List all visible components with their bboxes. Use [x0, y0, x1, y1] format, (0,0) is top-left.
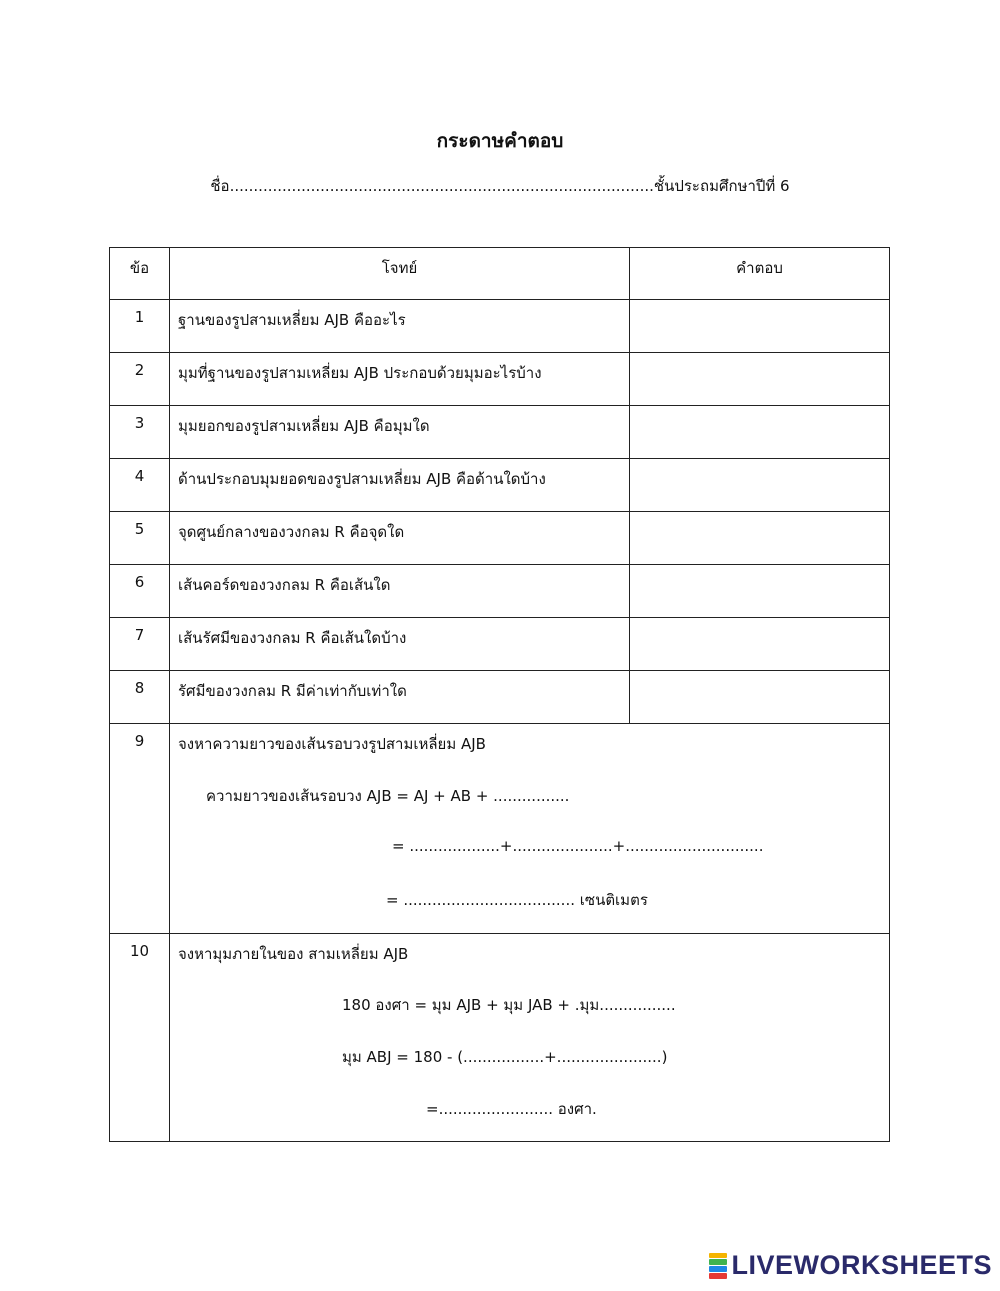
- question-text: ฐานของรูปสามเหลี่ยม AJB คืออะไร: [170, 300, 630, 353]
- page-title: กระดาษคำตอบ: [436, 130, 564, 152]
- name-grade-line: ชื่อ.........................................................................................ชั้นประถมศึกษาปีที่ 6: [210, 177, 790, 195]
- question-text: เส้นคอร์ดของวงกลม R คือเส้นใด: [170, 565, 630, 618]
- row-number: 9: [110, 724, 170, 934]
- q10-line2[interactable]: มุม ABJ = 180 - (.................+......................): [342, 1048, 668, 1066]
- question-text: เส้นรัศมีของวงกลม R คือเส้นใดบ้าง: [170, 618, 630, 671]
- q9-line1[interactable]: ความยาวของเส้นรอบวง AJB = AJ + AB + ................: [206, 787, 570, 805]
- column-header-question: โจทย์: [170, 248, 630, 300]
- row-number: 4: [110, 459, 170, 512]
- row-number: 7: [110, 618, 170, 671]
- table-header-row: [110, 248, 890, 300]
- row-number: 8: [110, 671, 170, 724]
- question-text: มุมยอกของรูปสามเหลี่ยม AJB คือมุมใด: [170, 406, 630, 459]
- q10-line3[interactable]: =........................ องศา.: [426, 1100, 597, 1118]
- question-text: ด้านประกอบมุมยอดของรูปสามเหลี่ยม AJB คือด้านใดบ้าง: [170, 459, 630, 512]
- table-row: [110, 300, 890, 353]
- column-header-number: ข้อ: [110, 248, 170, 300]
- liveworksheets-logo: [709, 1250, 992, 1281]
- q9-line3[interactable]: = .................................... เซนติเมตร: [386, 891, 648, 909]
- answer-cell[interactable]: [630, 459, 890, 512]
- table-row: [110, 618, 890, 671]
- answer-cell[interactable]: [630, 512, 890, 565]
- question-text: มุมที่ฐานของรูปสามเหลี่ยม AJB ประกอบด้วยมุมอะไรบ้าง: [170, 353, 630, 406]
- answer-cell[interactable]: [630, 353, 890, 406]
- row-number: 1: [110, 300, 170, 353]
- logo-block-icon: [709, 1266, 727, 1272]
- table-row: [110, 353, 890, 406]
- table-row: [110, 512, 890, 565]
- q9-question: จงหาความยาวของเส้นรอบวงรูปสามเหลี่ยม AJB: [178, 735, 486, 753]
- logo-block-icon: [709, 1259, 727, 1265]
- answer-cell[interactable]: [630, 300, 890, 353]
- liveworksheets-logo-icon: [709, 1253, 727, 1279]
- logo-block-icon: [709, 1253, 727, 1259]
- q10-question: จงหามุมภายในของ สามเหลี่ยม AJB: [178, 945, 409, 963]
- logo-block-icon: [709, 1273, 727, 1279]
- table-row-q10: [110, 934, 890, 1142]
- table-row: [110, 459, 890, 512]
- table-row: [110, 406, 890, 459]
- q10-line1[interactable]: 180 องศา = มุม AJB + มุม JAB + .มุม................: [342, 996, 676, 1014]
- column-header-answer: คำตอบ: [630, 248, 890, 300]
- q10-work-area: [170, 934, 890, 1142]
- brand-name: LIVEWORKSHEETS: [731, 1250, 992, 1280]
- q9-work-area: [170, 724, 890, 934]
- answer-cell[interactable]: [630, 406, 890, 459]
- row-number: 2: [110, 353, 170, 406]
- answer-cell[interactable]: [630, 565, 890, 618]
- row-number: 5: [110, 512, 170, 565]
- row-number: 10: [110, 934, 170, 1142]
- answer-table: [109, 247, 890, 1142]
- row-number: 6: [110, 565, 170, 618]
- row-number: 3: [110, 406, 170, 459]
- table-row: [110, 671, 890, 724]
- answer-cell[interactable]: [630, 671, 890, 724]
- q9-line2[interactable]: = ...................+.....................+.............................: [392, 837, 764, 855]
- question-text: จุดศูนย์กลางของวงกลม R คือจุดใด: [170, 512, 630, 565]
- table-row: [110, 565, 890, 618]
- question-text: รัศมีของวงกลม R มีค่าเท่ากับเท่าใด: [170, 671, 630, 724]
- table-row-q9: [110, 724, 890, 934]
- answer-cell[interactable]: [630, 618, 890, 671]
